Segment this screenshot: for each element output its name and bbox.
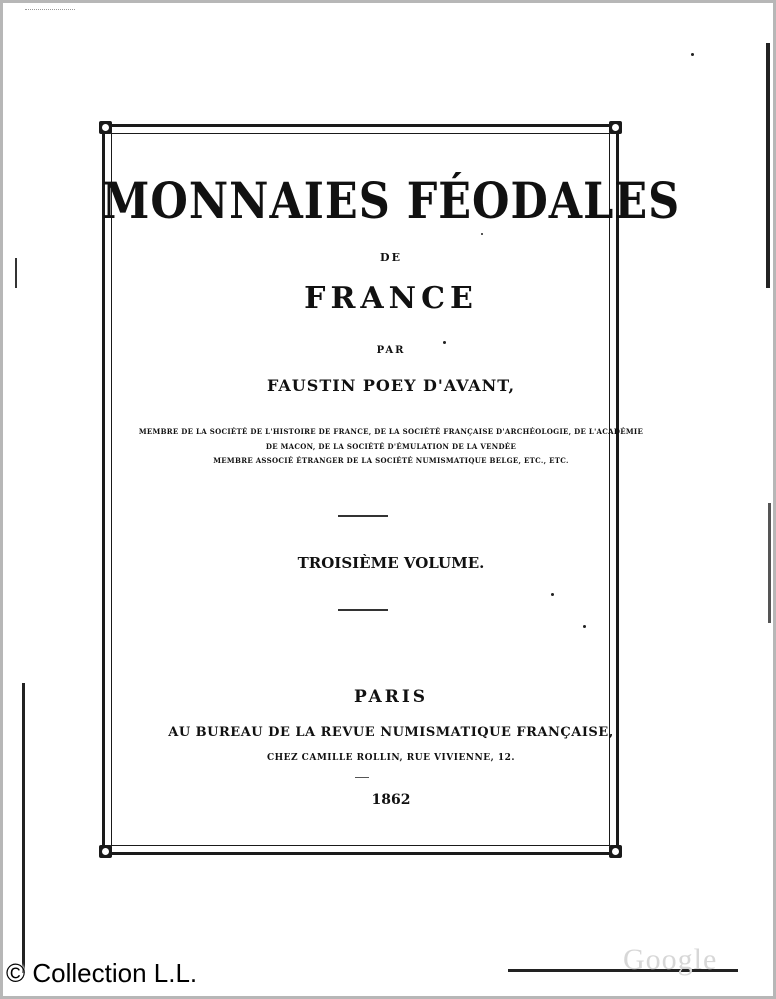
author-name: FAUSTIN POEY D'AVANT, (266, 376, 516, 395)
divider-rule (338, 515, 388, 517)
publisher-name: AU BUREAU DE LA REVUE NUMISMATIQUE FRANÇAISE, (168, 725, 614, 740)
divider-rule (355, 777, 369, 778)
publication-city: PARIS (353, 687, 429, 707)
author-preposition: PAR (376, 345, 406, 356)
scan-artifact (25, 9, 75, 15)
scanner-watermark: Google (623, 943, 718, 976)
book-subtitle: FRANCE (304, 281, 478, 316)
volume-label: TROISIÈME VOLUME. (297, 554, 485, 572)
scan-speck (551, 593, 554, 596)
author-credentials-line: DE MACON, DE LA SOCIÉTÉ D'ÉMULATION DE LA VENDÉE (265, 442, 517, 451)
copyright-watermark: © Collection L.L. (6, 958, 198, 988)
scan-speck (691, 53, 694, 56)
scan-speck (583, 625, 586, 628)
divider-rule (338, 609, 388, 611)
frame-corner-ornament (99, 845, 112, 858)
scan-speck (443, 341, 446, 344)
publisher-address: CHEZ CAMILLE ROLLIN, RUE VIVIENNE, 12. (266, 753, 516, 763)
frame-corner-ornament (609, 121, 622, 134)
scan-speck (481, 233, 483, 235)
author-credentials-line: MEMBRE DE LA SOCIÉTÉ DE L'HISTOIRE DE FRANCE, DE LA SOCIÉTÉ FRANÇAISE D'ARCHÉOLOGIE, DE L'ACADÉMIE (138, 427, 644, 436)
book-title: MONNAIES FÉODALES (101, 173, 681, 231)
author-credentials-line: MEMBRE ASSOCIÉ ÉTRANGER DE LA SOCIÉTÉ NUMISMATIQUE BELGE, ETC., ETC. (213, 456, 569, 465)
frame-corner-ornament (99, 121, 112, 134)
frame-corner-ornament (609, 845, 622, 858)
publication-year: 1862 (371, 792, 411, 808)
title-preposition: DE (380, 251, 402, 264)
